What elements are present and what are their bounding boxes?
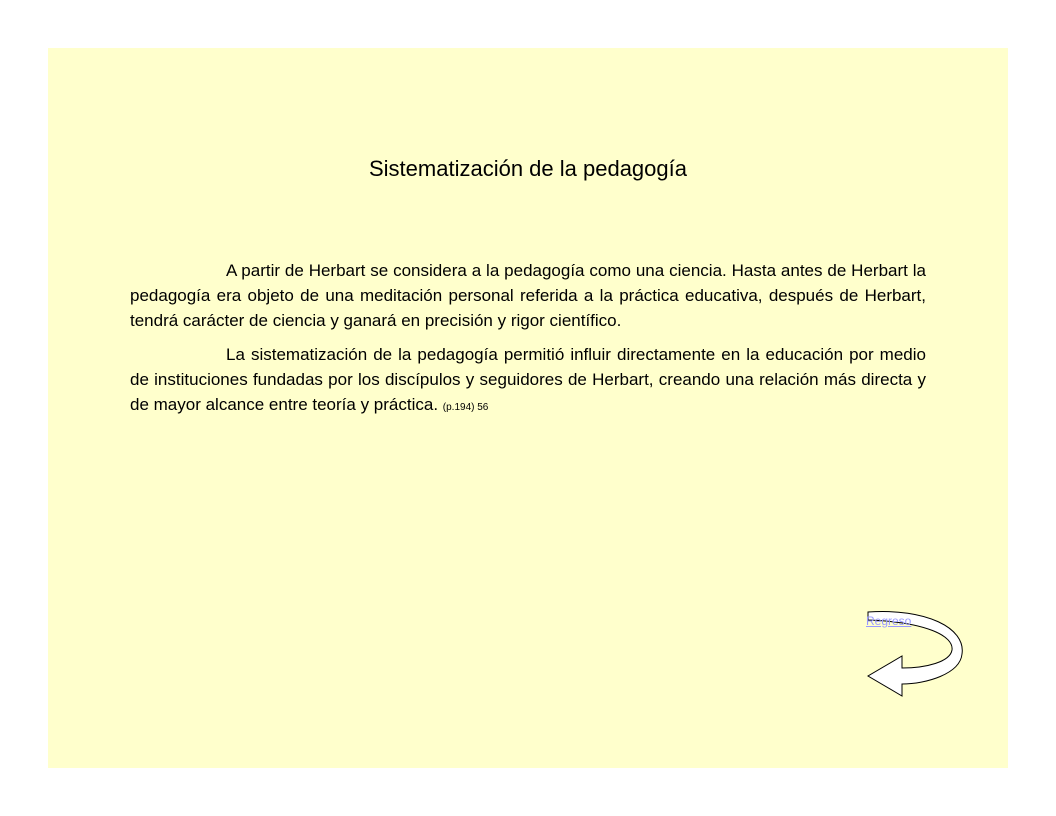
citation: (p.194) 56 — [442, 402, 489, 413]
paragraph-1: A partir de Herbart se considera a la pedagogía como una ciencia. Hasta antes de Herbart la pedagogía era objeto de una meditación personal referida a la práctica educativa, después de Herbart, tendrá carácter de ciencia y ganará en precisión y rigor científico. — [130, 261, 926, 330]
page-title: Sistematización de la pedagogía — [369, 156, 687, 181]
body-text — [130, 258, 926, 429]
slide — [48, 48, 1008, 768]
back-link-label[interactable]: Regreso — [866, 614, 912, 628]
paragraph-2-text: La sistematización de la pedagogía permitió influir directamente en la educación por medio de instituciones fundadas por los discípulos y seguidores de Herbart, creando una relación más directa y de mayor alcance entre teoría y práctica. — [130, 345, 926, 414]
paragraph-2 — [130, 342, 926, 420]
back-button[interactable] — [866, 610, 966, 700]
